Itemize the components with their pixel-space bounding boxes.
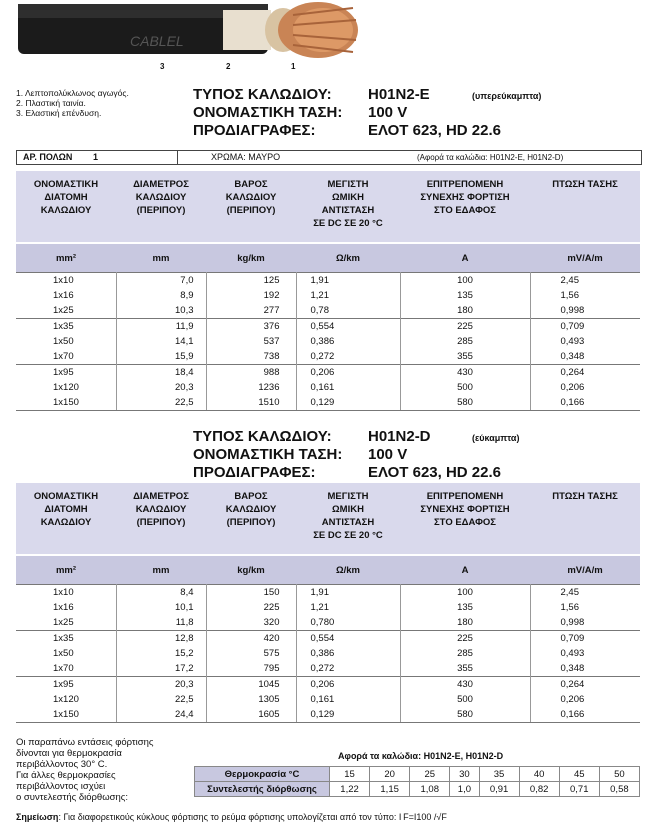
table-row xyxy=(16,585,640,601)
table-cell: 17,2 xyxy=(116,661,206,677)
table-cell: 0,166 xyxy=(530,707,640,723)
cable-table-h01n2-e xyxy=(16,171,640,411)
table-header-row xyxy=(16,483,640,555)
note-line: Για άλλες θερμοκρασίες xyxy=(16,770,116,781)
table-cell: 0,206 xyxy=(296,677,400,693)
header-cell: ΕΠΙΤΡΕΠΟΜΕΝΗ ΣΥΝΕΧΗΣ ΦΟΡΤΙΣΗ ΣΤΟ ΕΔΑΦΟΣ xyxy=(400,171,530,243)
temperature-cell: 45 xyxy=(559,767,599,782)
table-cell: 0,206 xyxy=(560,694,585,705)
factor-cell: 1,22 xyxy=(330,782,370,797)
label-part-3: 3 xyxy=(160,62,165,71)
remark-bold: Σημείωση xyxy=(16,812,59,822)
table-cell: 285 xyxy=(400,646,530,661)
table-cell: 1,91 xyxy=(296,273,400,289)
table-row xyxy=(16,677,640,693)
voltage-value: 100 V xyxy=(368,104,408,121)
table-cell: 100 xyxy=(400,273,530,289)
table-cell: 0,709 xyxy=(530,319,640,335)
table-cell: 0,129 xyxy=(296,707,400,723)
table-cell: 1,21 xyxy=(296,600,400,615)
table-cell: 580 xyxy=(400,395,530,411)
table-cell: 376 xyxy=(206,319,296,335)
table-cell: 2,45 xyxy=(530,585,640,601)
note-line: Οι παραπάνω εντάσεις φόρτισης xyxy=(16,737,154,748)
table-cell: 125 xyxy=(206,273,296,289)
factor-cell: 1,0 xyxy=(450,782,479,797)
header-cell: ΒΑΡΟΣ ΚΑΛΩΔΙΟΥ (ΠΕΡΙΠΟΥ) xyxy=(206,483,296,555)
note-line: περιβάλλοντος ισχύει xyxy=(16,781,106,792)
table-cell: 0,780 xyxy=(296,615,400,631)
table-cell: 0,206 xyxy=(560,382,585,393)
table-cell: 0,78 xyxy=(296,303,400,319)
header-cell: ΔΙΑΜΕΤΡΟΣ ΚΑΛΩΔΙΟΥ (ΠΕΡΙΠΟΥ) xyxy=(116,171,206,243)
factor-cell: 0,91 xyxy=(479,782,519,797)
table-row xyxy=(16,600,640,615)
label-part-2: 2 xyxy=(226,62,231,71)
table-cell: 500 xyxy=(400,692,530,707)
temperature-cell: 15 xyxy=(330,767,370,782)
table-row xyxy=(16,288,640,303)
table-cell: 1x70 xyxy=(16,661,116,677)
table-cell: 0,264 xyxy=(530,365,640,381)
table-cell: 1x35 xyxy=(16,319,116,335)
table-cell: 1x10 xyxy=(16,273,116,289)
cable-brand: CABLEL xyxy=(130,33,184,49)
unit-cell: Ω/km xyxy=(296,555,400,585)
table-cell: 14,1 xyxy=(116,334,206,349)
table-row xyxy=(16,661,640,677)
spec-value: ΕΛΟΤ 623, HD 22.6 xyxy=(368,122,501,139)
table-cell: 1x70 xyxy=(16,349,116,365)
table-cell: 135 xyxy=(400,600,530,615)
legend-item: 2. Πλαστική ταινία. xyxy=(16,98,86,108)
header-cell: ΔΙΑΜΕΤΡΟΣ ΚΑΛΩΔΙΟΥ (ΠΕΡΙΠΟΥ) xyxy=(116,483,206,555)
note-line: περιβάλλοντος 30° C. xyxy=(16,759,108,770)
note-line: ο συντελεστής διόρθωσης: xyxy=(16,792,128,803)
table-cell: 225 xyxy=(400,631,530,647)
table-cell: 988 xyxy=(206,365,296,381)
table-cell: 355 xyxy=(400,349,530,365)
table-cell: 0,206 xyxy=(296,365,400,381)
applies-note: (Αφορά τα καλώδια: H01N2-E, H01N2-D) xyxy=(417,153,564,162)
table-row xyxy=(16,365,640,381)
unit-cell: mV/A/m xyxy=(530,243,640,273)
factor-cell: 1,15 xyxy=(370,782,410,797)
temperature-cell: 20 xyxy=(370,767,410,782)
type-note: (υπερεύκαμπτα) xyxy=(472,91,542,101)
table-cell: 355 xyxy=(400,661,530,677)
unit-cell: mm² xyxy=(16,243,116,273)
table-cell: 22,5 xyxy=(116,692,206,707)
color-label: ΧΡΩΜΑ: ΜΑΥΡΟ xyxy=(211,152,281,162)
cable-illustration xyxy=(18,0,358,60)
unit-cell: kg/km xyxy=(206,243,296,273)
legend-item: 1. Λεπτοπολύκλωνος αγωγός. xyxy=(16,88,129,98)
table-cell: 1605 xyxy=(206,707,296,723)
table-cell: 100 xyxy=(400,585,530,601)
table-cell: 0,348 xyxy=(560,663,585,674)
table-cell: 320 xyxy=(206,615,296,631)
voltage-value: 100 V xyxy=(368,446,408,463)
header-cell: ΠΤΩΣΗ ΤΑΣΗΣ xyxy=(530,171,640,243)
table-row xyxy=(16,273,640,289)
table-cell: 1236 xyxy=(206,380,296,395)
temperature-label: Θερμοκρασία °C xyxy=(195,767,330,782)
factor-cell: 0,58 xyxy=(599,782,639,797)
table-cell: 0,129 xyxy=(296,395,400,411)
table-cell: 1x10 xyxy=(16,585,116,601)
type-label: ΤΥΠΟΣ ΚΑΛΩΔΙΟΥ: xyxy=(193,86,332,103)
unit-cell: mm xyxy=(116,243,206,273)
table-cell: 580 xyxy=(400,707,530,723)
table-cell: 8,4 xyxy=(116,585,206,601)
table-row xyxy=(16,631,640,647)
header-cell: ΜΕΓΙΣΤΗ ΩΜΙΚΗ ΑΝΤΙΣΤΑΣΗ ΣΕ DC ΣΕ 20 °C xyxy=(296,171,400,243)
table-cell: 180 xyxy=(400,303,530,319)
table-row xyxy=(16,615,640,631)
table-row xyxy=(16,395,640,411)
temperature-cell: 35 xyxy=(479,767,519,782)
table-cell: 1x150 xyxy=(16,395,116,411)
spec-label: ΠΡΟΔΙΑΓΡΑΦΕΣ: xyxy=(193,464,316,481)
header-cell: ΜΕΓΙΣΤΗ ΩΜΙΚΗ ΑΝΤΙΣΤΑΣΗ ΣΕ DC ΣΕ 20 °C xyxy=(296,483,400,555)
table-cell: 0,166 xyxy=(530,395,640,411)
table-cell: 0,264 xyxy=(530,677,640,693)
table-cell: 20,3 xyxy=(116,677,206,693)
unit-cell: A xyxy=(400,555,530,585)
table-cell: 1,56 xyxy=(560,602,579,613)
table-cell: 277 xyxy=(206,303,296,319)
table-cell: 12,8 xyxy=(116,631,206,647)
header-cell: ΟΝΟΜΑΣΤΙΚΗ ΔΙΑΤΟΜΗ ΚΑΛΩΔΙΟΥ xyxy=(16,483,116,555)
table-cell: 0,998 xyxy=(560,617,585,628)
table-cell: 575 xyxy=(206,646,296,661)
table-cell: 1510 xyxy=(206,395,296,411)
temperature-cell: 25 xyxy=(410,767,450,782)
table-row xyxy=(16,303,640,319)
table-cell: 225 xyxy=(400,319,530,335)
table-cell: 0,554 xyxy=(296,631,400,647)
table-cell: 430 xyxy=(400,365,530,381)
table-cell: 1,21 xyxy=(296,288,400,303)
legend-item: 3. Ελαστική επένδυση. xyxy=(16,108,102,118)
type-label: ΤΥΠΟΣ ΚΑΛΩΔΙΟΥ: xyxy=(193,428,332,445)
table-cell: 537 xyxy=(206,334,296,349)
table-row xyxy=(16,692,640,707)
table-row xyxy=(16,646,640,661)
label-part-1: 1 xyxy=(291,62,296,71)
factor-label: Συντελεστής διόρθωσης xyxy=(195,782,330,797)
cable-table-h01n2-d xyxy=(16,483,640,723)
temperature-note xyxy=(16,737,154,803)
table-cell: 192 xyxy=(206,288,296,303)
remark-formula: I F=I100 /√F xyxy=(398,812,447,822)
header-cell: ΠΤΩΣΗ ΤΑΣΗΣ xyxy=(530,483,640,555)
table-cell: 420 xyxy=(206,631,296,647)
factor-cell: 0,82 xyxy=(519,782,559,797)
temperature-row xyxy=(195,767,640,782)
table-cell: 1305 xyxy=(206,692,296,707)
table-cell: 0,348 xyxy=(560,351,585,362)
voltage-label: ΟΝΟΜΑΣΤΙΚΗ ΤΑΣΗ: xyxy=(193,446,343,463)
correction-title: Αφορά τα καλώδια: H01N2-E, H01N2-D xyxy=(338,751,504,761)
table-row xyxy=(16,319,640,335)
table-cell: 1x150 xyxy=(16,707,116,723)
voltage-label: ΟΝΟΜΑΣΤΙΚΗ ΤΑΣΗ: xyxy=(193,104,343,121)
table-cell: 795 xyxy=(206,661,296,677)
type-value: H01N2-D xyxy=(368,428,431,445)
type-value: H01N2-E xyxy=(368,86,430,103)
unit-cell: mm² xyxy=(16,555,116,585)
table-cell: 0,493 xyxy=(560,648,585,659)
table-cell: 0,161 xyxy=(296,692,400,707)
unit-cell: mV/A/m xyxy=(530,555,640,585)
unit-cell: mm xyxy=(116,555,206,585)
temperature-cell: 40 xyxy=(519,767,559,782)
table-cell: 0,272 xyxy=(296,661,400,677)
table-cell: 0,709 xyxy=(530,631,640,647)
table-cell: 15,9 xyxy=(116,349,206,365)
table-cell: 135 xyxy=(400,288,530,303)
table-cell: 738 xyxy=(206,349,296,365)
table-cell: 1,91 xyxy=(296,585,400,601)
correction-table xyxy=(194,766,640,797)
header-cell: ΟΝΟΜΑΣΤΙΚΗ ΔΙΑΤΟΜΗ ΚΑΛΩΔΙΟΥ xyxy=(16,171,116,243)
table-cell: 0,161 xyxy=(296,380,400,395)
table-cell: 24,4 xyxy=(116,707,206,723)
table-row xyxy=(16,334,640,349)
note-line: δίνονται για θερμοκρασία xyxy=(16,748,122,759)
table-cell: 10,1 xyxy=(116,600,206,615)
table-cell: 285 xyxy=(400,334,530,349)
table-cell: 1x25 xyxy=(16,303,116,319)
table-cell: 11,8 xyxy=(116,615,206,631)
table-cell: 1x50 xyxy=(16,646,116,661)
table-cell: 2,45 xyxy=(530,273,640,289)
table-cell: 430 xyxy=(400,677,530,693)
factor-row xyxy=(195,782,640,797)
table-cell: 18,4 xyxy=(116,365,206,381)
table-cell: 0,386 xyxy=(296,646,400,661)
table-cell: 500 xyxy=(400,380,530,395)
table-cell: 10,3 xyxy=(116,303,206,319)
temperature-cell: 50 xyxy=(599,767,639,782)
header-cell: ΕΠΙΤΡΕΠΟΜΕΝΗ ΣΥΝΕΧΗΣ ΦΟΡΤΙΣΗ ΣΤΟ ΕΔΑΦΟΣ xyxy=(400,483,530,555)
table-cell: 1x16 xyxy=(16,600,116,615)
table-cell: 1x95 xyxy=(16,677,116,693)
table-cell: 1x16 xyxy=(16,288,116,303)
spec-value: ΕΛΟΤ 623, HD 22.6 xyxy=(368,464,501,481)
table-cell: 1045 xyxy=(206,677,296,693)
remark-text: : Για διαφορετικούς κύκλους φόρτισης το ρεύμα φόρτισης υπολογίζεται από τον τύπο: xyxy=(58,812,397,822)
table-cell: 0,554 xyxy=(296,319,400,335)
table-cell: 22,5 xyxy=(116,395,206,411)
unit-cell: Ω/km xyxy=(296,243,400,273)
table-cell: 180 xyxy=(400,615,530,631)
table-cell: 0,272 xyxy=(296,349,400,365)
table-cell: 0,493 xyxy=(560,336,585,347)
table-cell: 1x25 xyxy=(16,615,116,631)
table-cell: 225 xyxy=(206,600,296,615)
table-row xyxy=(16,707,640,723)
table-cell: 15,2 xyxy=(116,646,206,661)
table-cell: 1x35 xyxy=(16,631,116,647)
table-cell: 7,0 xyxy=(116,273,206,289)
spec-label: ΠΡΟΔΙΑΓΡΑΦΕΣ: xyxy=(193,122,316,139)
table-cell: 20,3 xyxy=(116,380,206,395)
table-cell: 1x120 xyxy=(16,380,116,395)
header-cell: ΒΑΡΟΣ ΚΑΛΩΔΙΟΥ (ΠΕΡΙΠΟΥ) xyxy=(206,171,296,243)
unit-cell: kg/km xyxy=(206,555,296,585)
units-row xyxy=(16,555,640,585)
table-cell: 1,56 xyxy=(560,290,579,301)
factor-cell: 0,71 xyxy=(559,782,599,797)
table-cell: 8,9 xyxy=(116,288,206,303)
units-row xyxy=(16,243,640,273)
table-row xyxy=(16,349,640,365)
table-cell: 1x120 xyxy=(16,692,116,707)
table-cell: 0,998 xyxy=(560,305,585,316)
table-cell: 1x50 xyxy=(16,334,116,349)
table-header-row xyxy=(16,171,640,243)
table-cell: 150 xyxy=(206,585,296,601)
table-cell: 11,9 xyxy=(116,319,206,335)
table-cell: 0,386 xyxy=(296,334,400,349)
poles-value: 1 xyxy=(93,152,99,162)
poles-color-bar xyxy=(16,150,642,165)
table-row xyxy=(16,380,640,395)
cable-legend xyxy=(16,88,129,118)
type-note: (εύκαμπτα) xyxy=(472,433,520,443)
temperature-cell: 30 xyxy=(450,767,479,782)
unit-cell: A xyxy=(400,243,530,273)
poles-label: ΑΡ. ΠΟΛΩΝ xyxy=(23,152,73,162)
formula-remark xyxy=(16,812,447,822)
table-cell: 1x95 xyxy=(16,365,116,381)
factor-cell: 1,08 xyxy=(410,782,450,797)
